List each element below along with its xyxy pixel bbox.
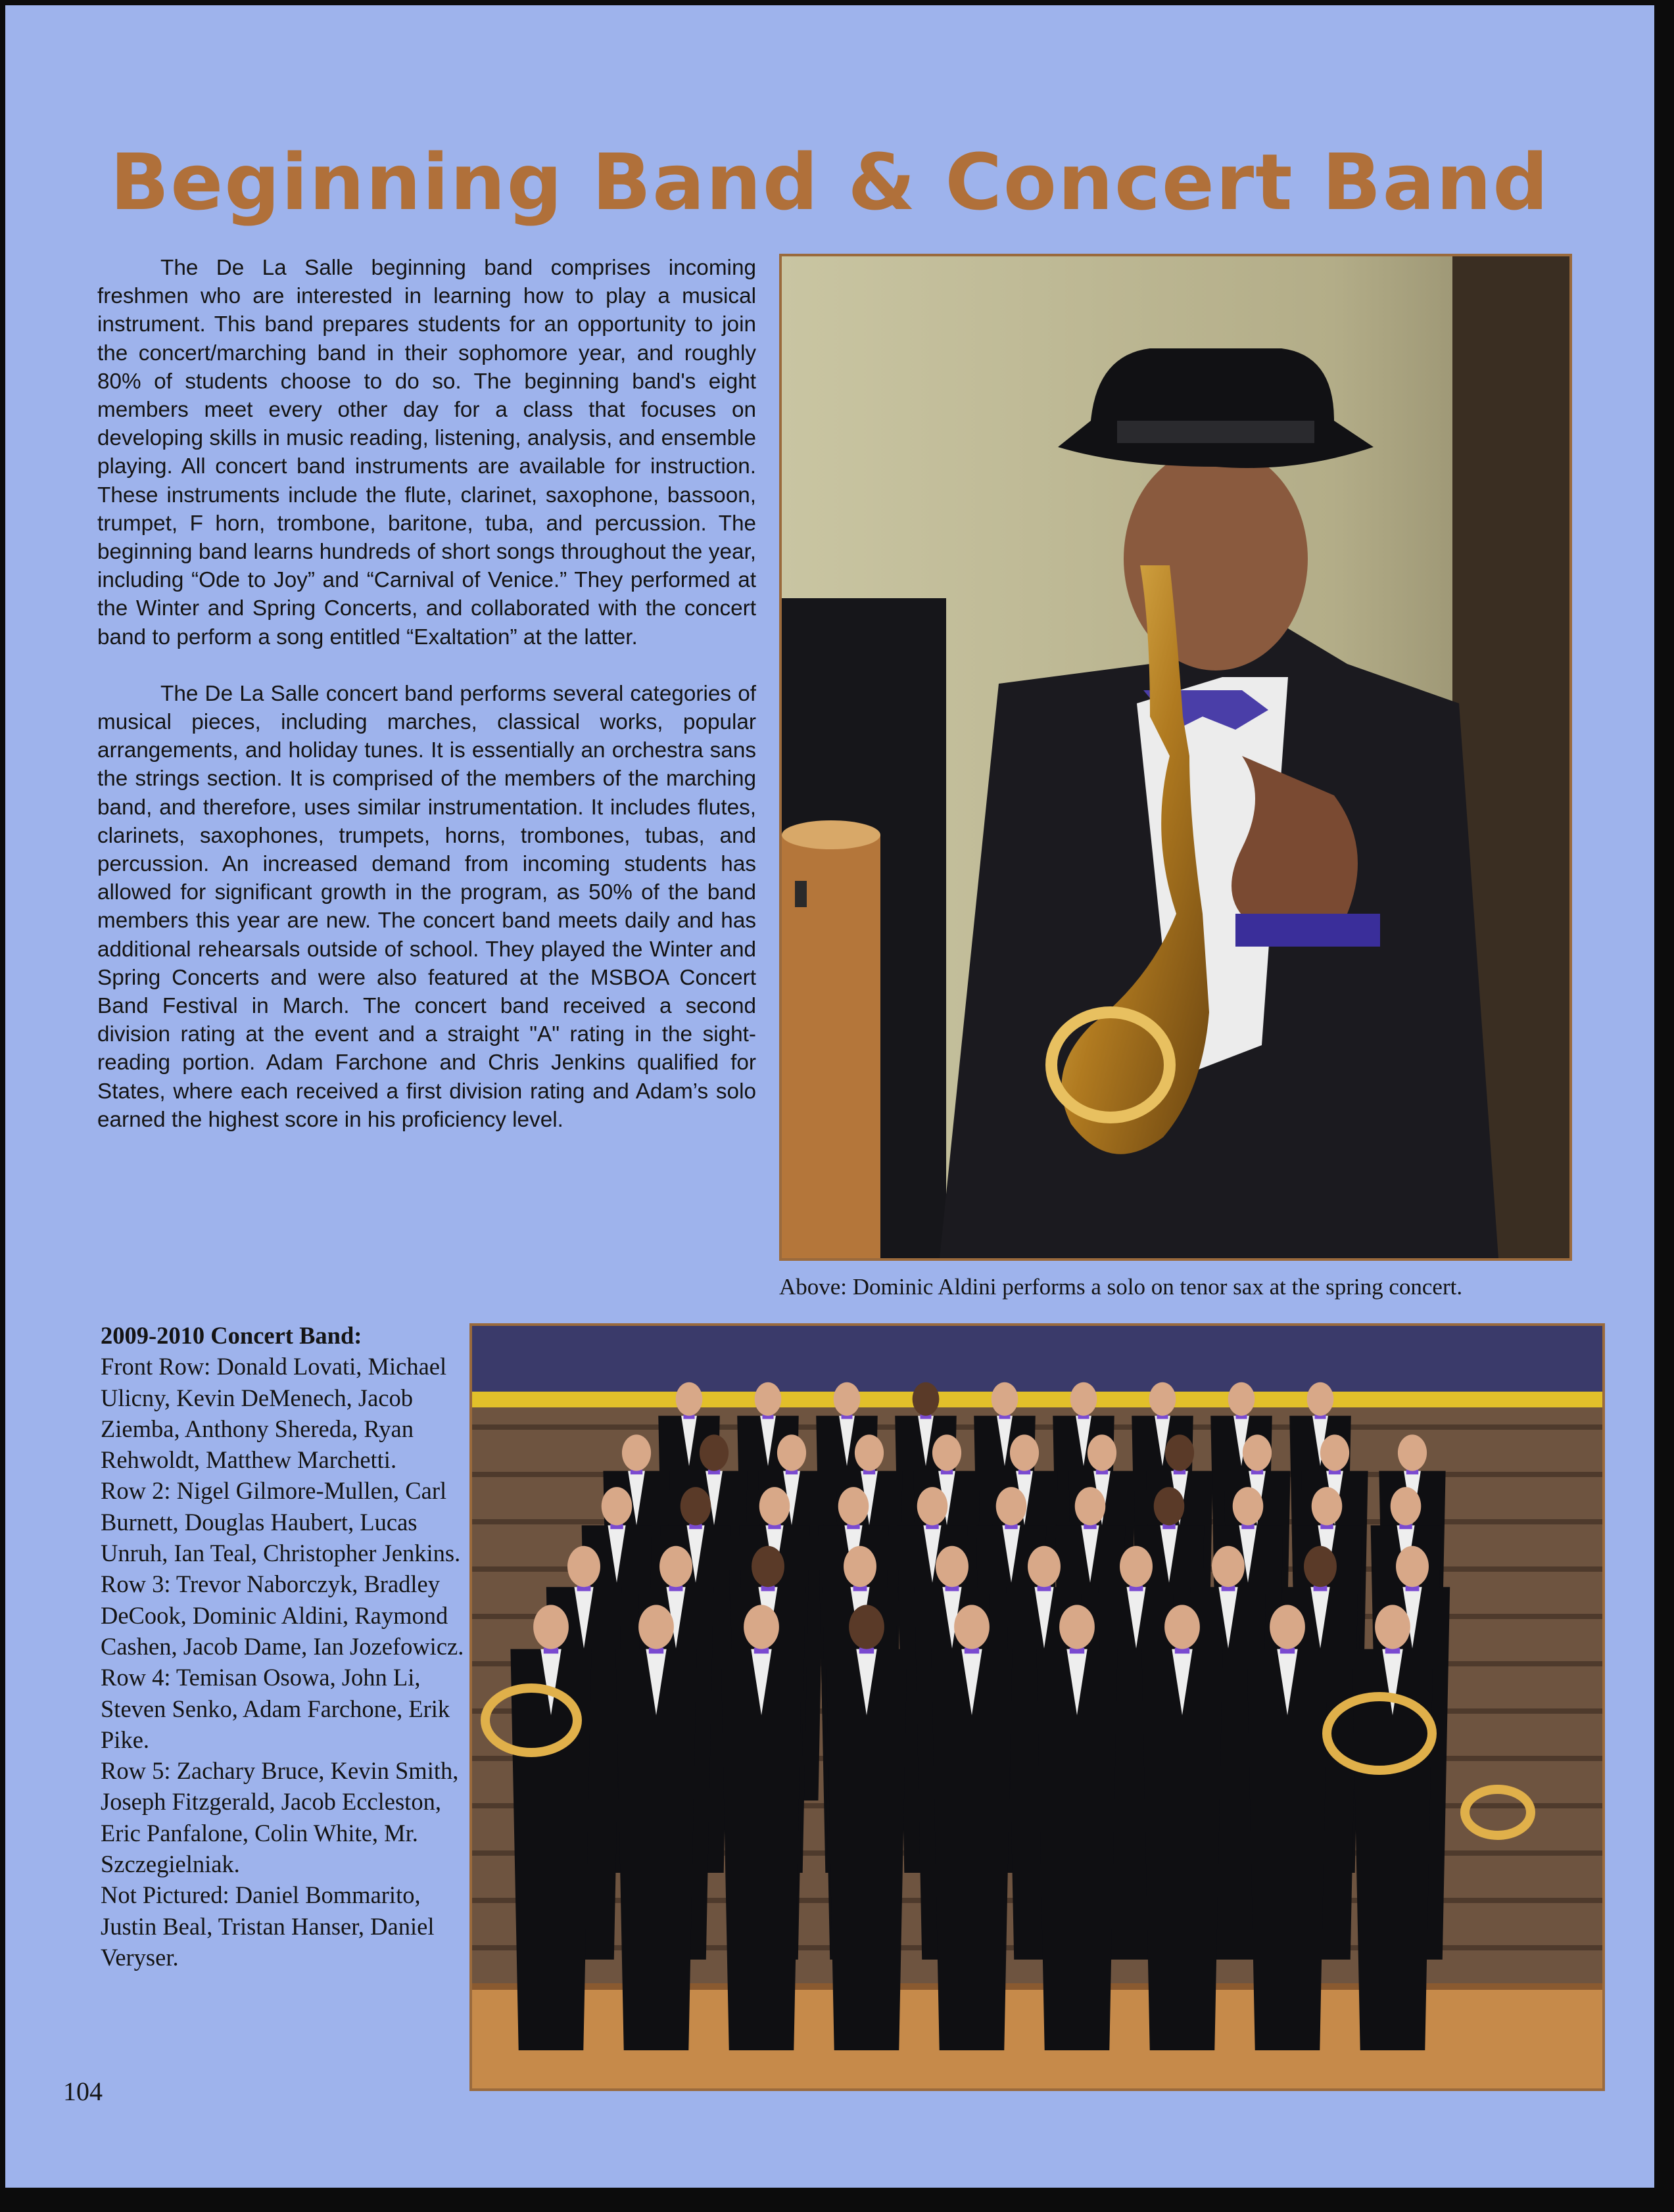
roster-row: Row 3: Trevor Naborczyk, Bradley DeCook, Dominic Aldini, Raymond Cashen, Jacob Dame, Ian Jozefowicz. (101, 1570, 464, 1660)
group-photo-illustration (472, 1326, 1602, 2088)
roster-row: Row 5: Zachary Bruce, Kevin Smith, Joseph Fitzgerald, Jacob Eccleston, Eric Panfalone, Colin White, Mr. Szczegielniak. (101, 1757, 459, 1878)
yearbook-page (5, 5, 1654, 2188)
band-roster (101, 1320, 469, 1973)
article-body (97, 254, 756, 1134)
roster-row: Not Pictured: Daniel Bommarito, Justin Beal, Tristan Hanser, Daniel Veryser. (101, 1881, 435, 1971)
roster-heading: 2009-2010 Concert Band: (101, 1322, 362, 1349)
page-title: Beginning Band & Concert Band (110, 137, 1550, 227)
saxophone-solo-photo (779, 254, 1572, 1261)
saxophone-solo-illustration (782, 256, 1569, 1258)
page-number: 104 (63, 2077, 103, 2106)
paragraph-concert-band: The De La Salle concert band performs several categories of musical pieces, including marches, classical works, popular arrangements, and holiday tunes. It is essentially an orchestra sans the strings section. It is comprised of the members of the marching band, and therefore, uses similar instrumentation. It includes flutes, clarinets, saxophones, trumpets, horns, trombones, tubas, and percussion. An increased demand from incoming students has allowed for significant growth in the program, as 50% of the band members this year are new. The concert band meets daily and has additional rehearsals outside of school. They played the Winter and Spring Concerts and were also featured at the MSBOA Concert Band Festival in March. The concert band received a second division rating at the event and a straight "A" rating in the sight-reading portion. Adam Farchone and Chris Jenkins qualified for States, where each received a first division rating and Adam’s solo earned the highest score in his proficiency level. (97, 681, 756, 1132)
photo-caption: Above: Dominic Aldini performs a solo on tenor sax at the spring concert. (779, 1274, 1463, 1300)
roster-row: Row 2: Nigel Gilmore-Mullen, Carl Burnett, Douglas Haubert, Lucas Unruh, Ian Teal, Christopher Jenkins. (101, 1477, 461, 1567)
concert-band-group-photo (469, 1323, 1605, 2091)
roster-row: Row 4: Temisan Osowa, John Li, Steven Senko, Adam Farchone, Erik Pike. (101, 1664, 450, 1753)
roster-row: Front Row: Donald Lovati, Michael Ulicny, Kevin DeMenech, Jacob Ziemba, Anthony Shereda, Ryan Rehwoldt, Matthew Marchetti. (101, 1353, 447, 1474)
paragraph-beginning-band: The De La Salle beginning band comprises incoming freshmen who are interested in learning how to play a musical instrument. This band prepares students for an opportunity to join the concert/marching band in their sophomore year, and roughly 80% of students choose to do so. The beginning band's eight members meet every other day for a class that focuses on developing skills in music reading, listening, analysis, and ensemble playing. All concert band instruments are available for instruction. These instruments include the flute, clarinet, saxophone, bassoon, trumpet, F horn, trombone, baritone, tuba, and percussion. The beginning band learns hundreds of short songs throughout the year, including “Ode to Joy” and “Carnival of Venice.” They performed at the Winter and Spring Concerts, and collaborated with the concert band to perform a song entitled “Exaltation” at the latter. (97, 256, 756, 649)
